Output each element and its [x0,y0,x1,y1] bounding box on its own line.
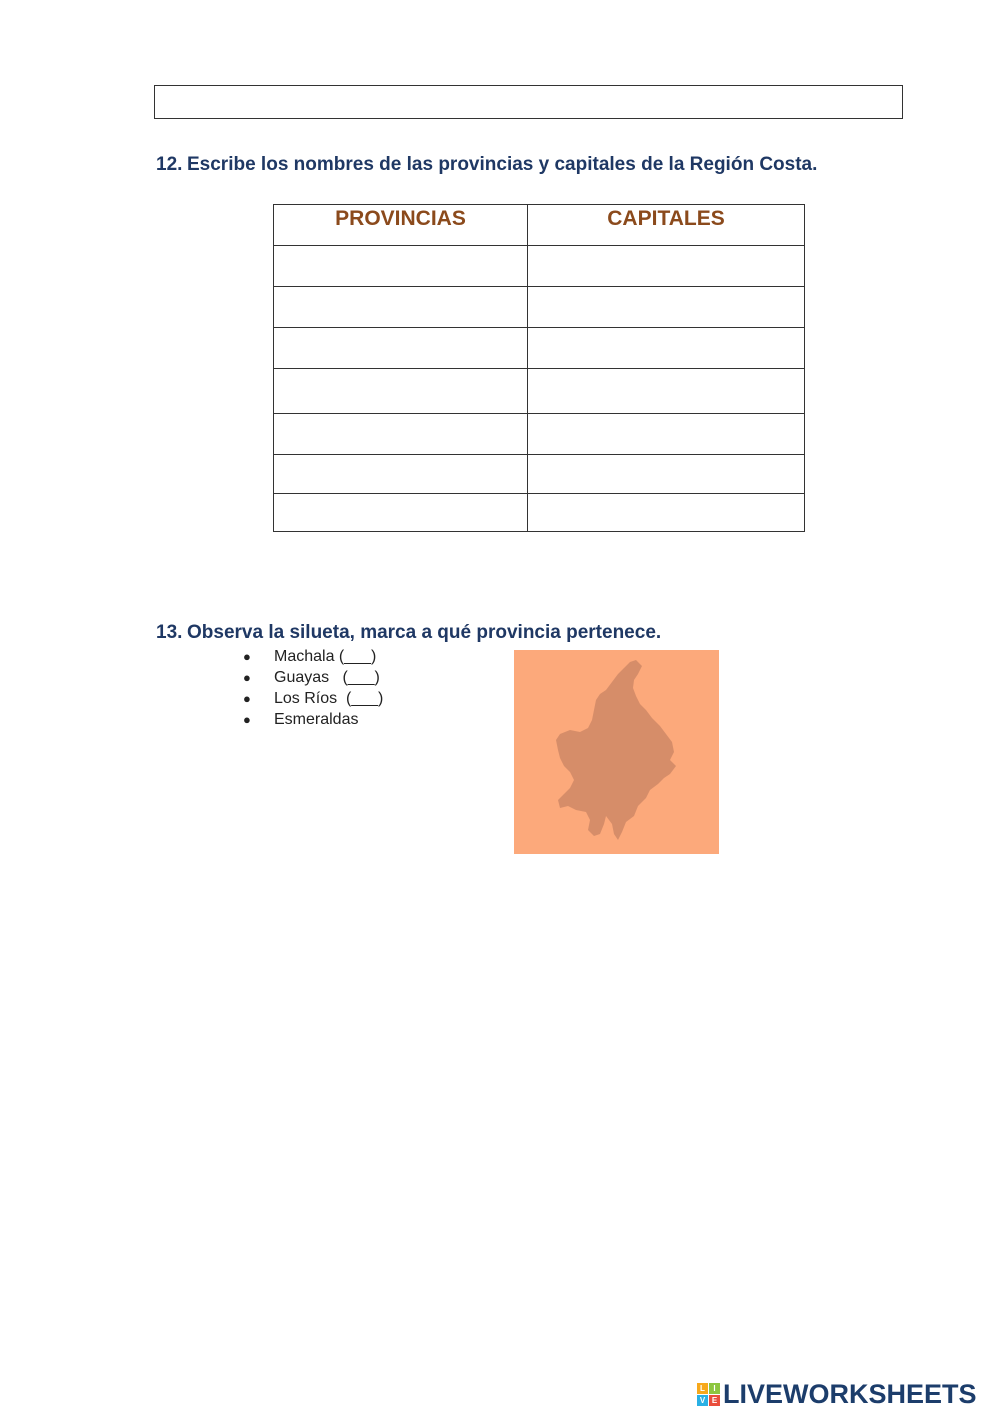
logo-letter: V [697,1395,708,1406]
table-row [274,494,805,532]
options-list [240,646,383,730]
option-item[interactable] [240,667,383,688]
logo-squares-icon [697,1383,720,1406]
provinces-table [273,204,805,532]
capital-cell[interactable] [528,246,805,287]
answer-box[interactable] [154,85,903,119]
table-row [274,246,805,287]
question-13 [156,622,661,644]
province-silhouette-image [514,650,719,854]
option-label: Esmeraldas [274,711,359,728]
bullet-icon: ● [243,691,251,706]
capital-cell[interactable] [528,328,805,369]
logo-letter: L [697,1383,708,1394]
table-row [274,287,805,328]
option-item[interactable] [240,646,383,667]
provincia-cell[interactable] [274,287,528,328]
option-label: Machala (___) [274,648,377,665]
provincia-cell[interactable] [274,414,528,455]
question-12 [156,154,817,176]
question-13-text: Observa la silueta, marca a qué provincia pertenece. [187,622,662,643]
capital-cell[interactable] [528,287,805,328]
table-row [274,455,805,494]
logo-letter: I [709,1383,720,1394]
header-provincias: PROVINCIAS [274,205,528,246]
question-12-number: 12. [156,154,183,175]
liveworksheets-logo [697,1378,977,1410]
option-item[interactable] [240,709,383,730]
table-row [274,328,805,369]
option-label: Guayas (___) [274,669,380,686]
logo-letter: E [709,1395,720,1406]
header-capitales: CAPITALES [528,205,805,246]
provincia-cell[interactable] [274,455,528,494]
bullet-icon: ● [243,670,251,685]
bullet-icon: ● [243,649,251,664]
capital-cell[interactable] [528,369,805,414]
table-header-row [274,205,805,246]
table-row [274,369,805,414]
province-silhouette-icon [514,650,719,854]
question-13-number: 13. [156,622,183,643]
capital-cell[interactable] [528,494,805,532]
provincia-cell[interactable] [274,494,528,532]
bullet-icon: ● [243,712,251,727]
capital-cell[interactable] [528,455,805,494]
option-label: Los Ríos (___) [274,690,384,707]
provincia-cell[interactable] [274,369,528,414]
table-row [274,414,805,455]
brand-name: LIVEWORKSHEETS [723,1378,977,1409]
option-item[interactable] [240,688,383,709]
provincia-cell[interactable] [274,246,528,287]
provincia-cell[interactable] [274,328,528,369]
question-12-text: Escribe los nombres de las provincias y capitales de la Región Costa. [187,154,818,175]
capital-cell[interactable] [528,414,805,455]
